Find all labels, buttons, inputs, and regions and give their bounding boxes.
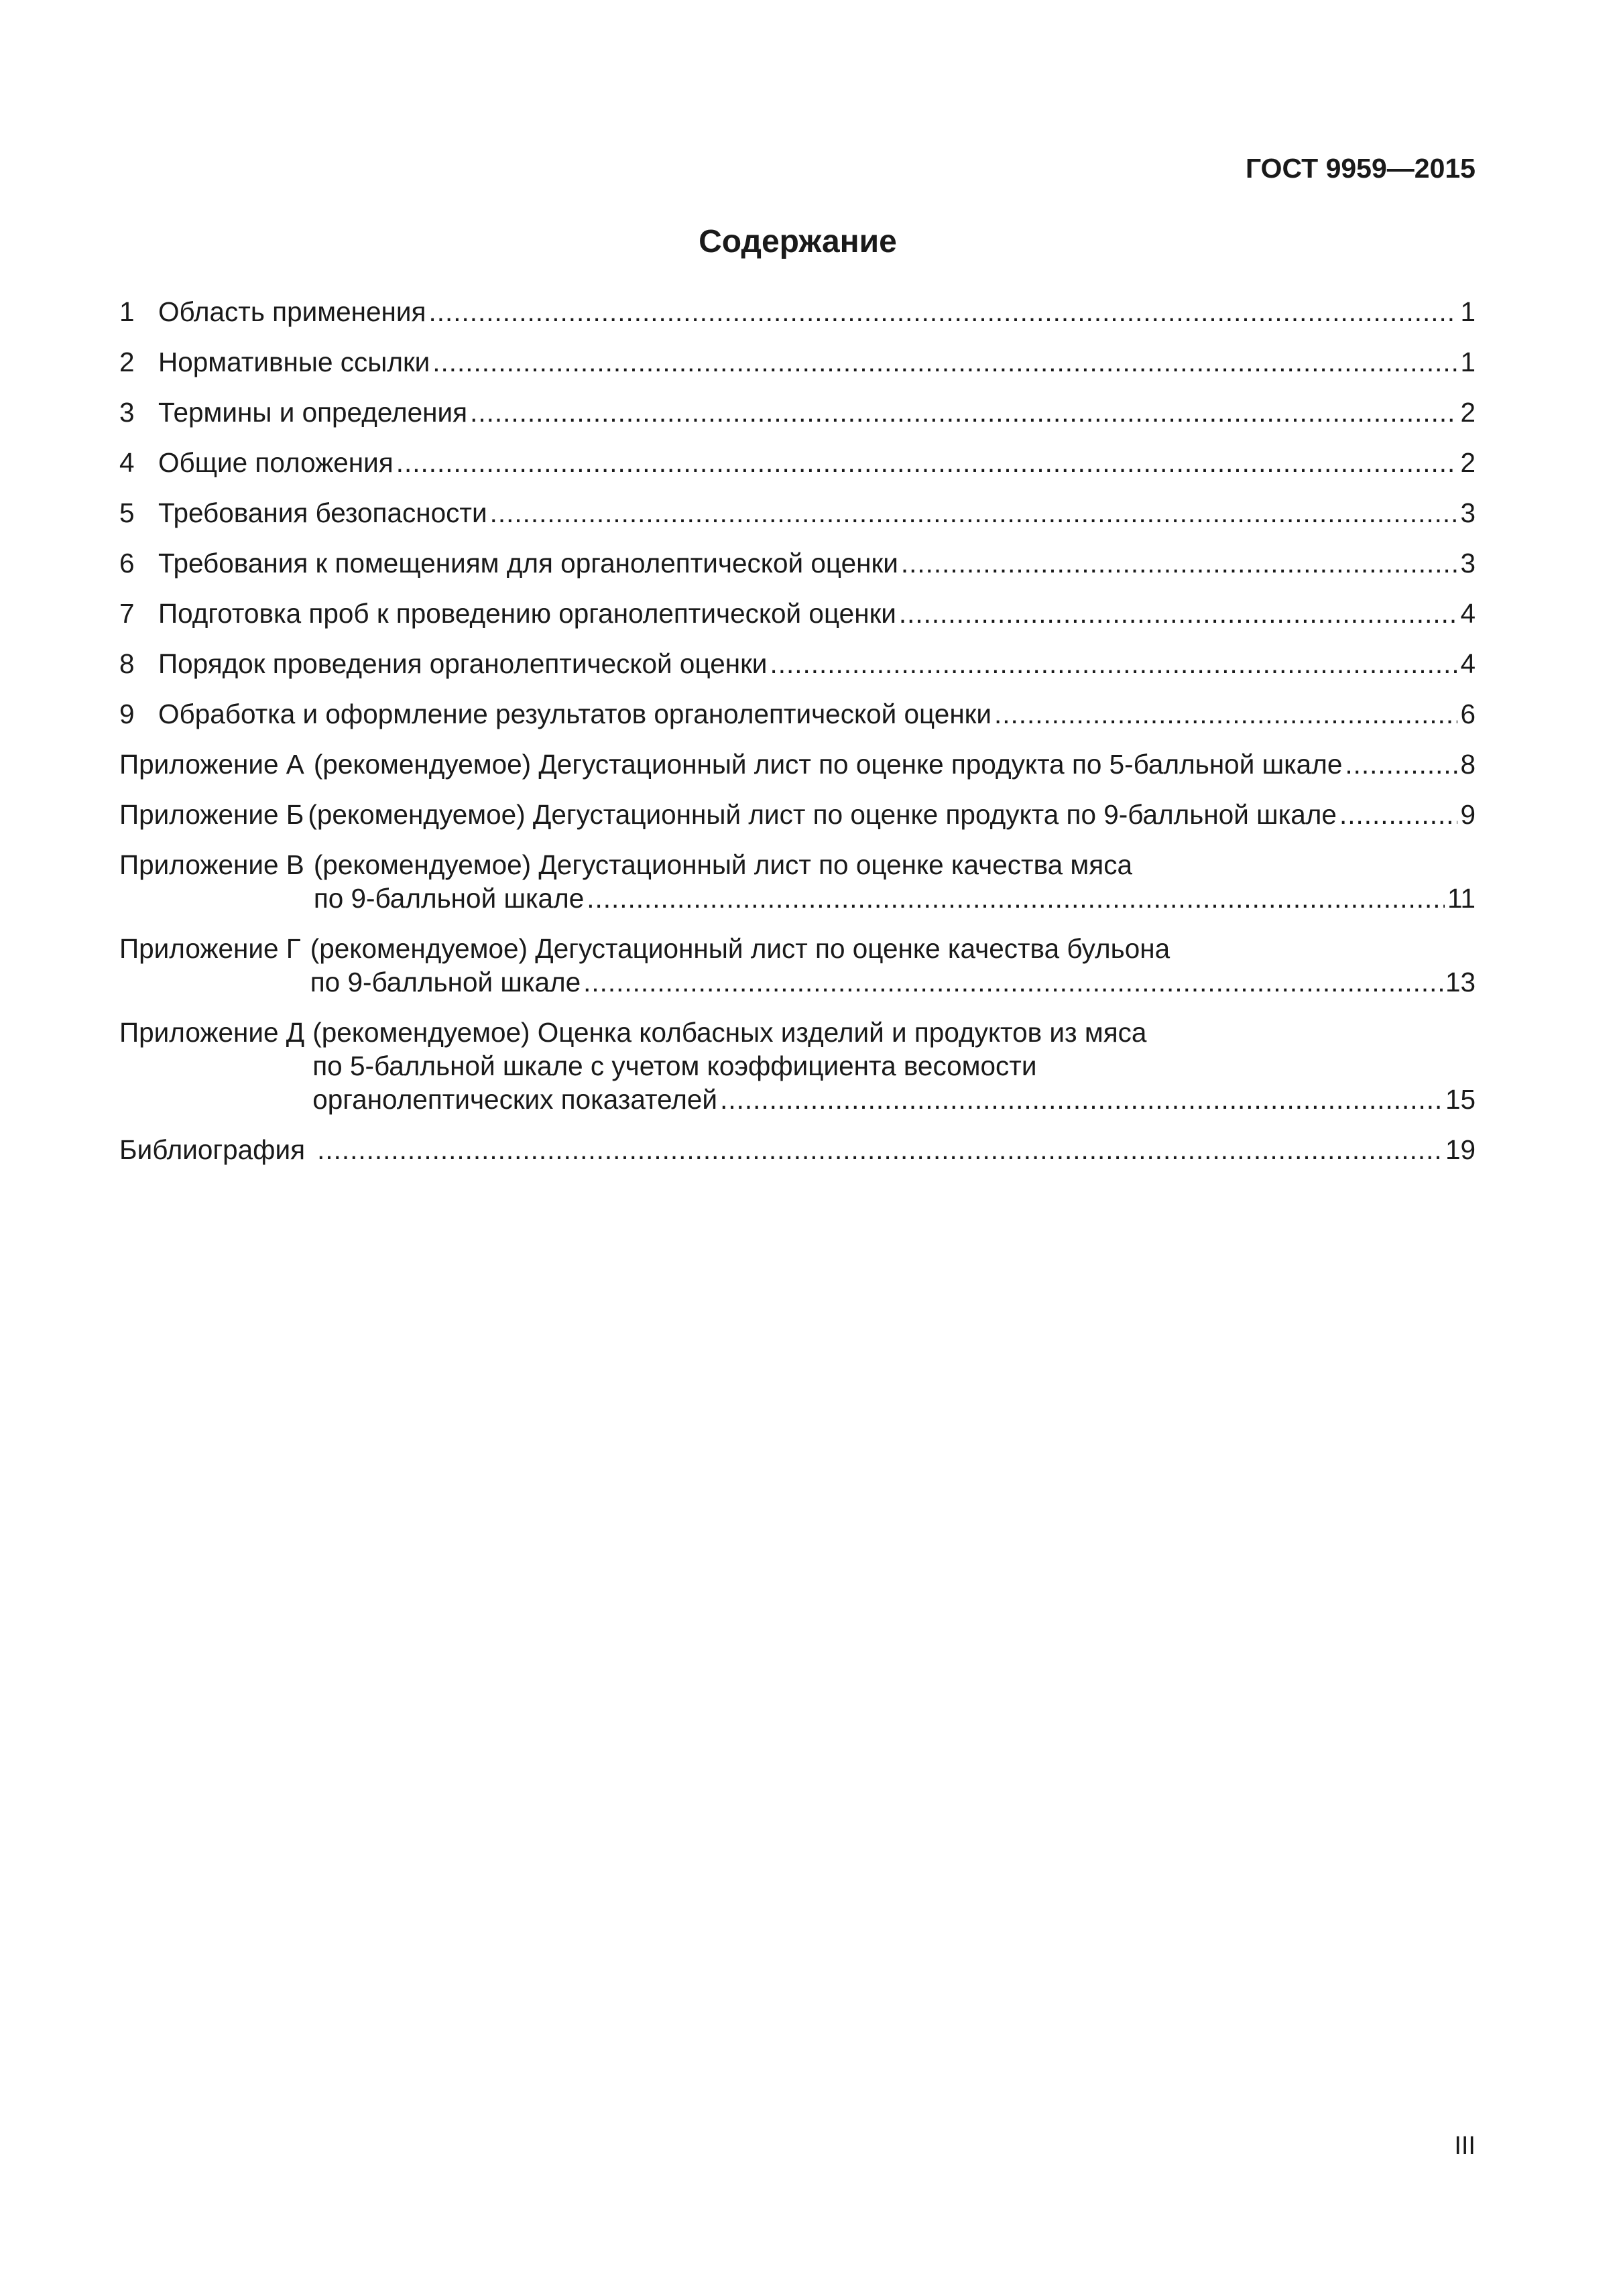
page-number: 1 bbox=[1460, 296, 1476, 327]
annex-title: (рекомендуемое) Дегустационный лист по оценке продукта по 5-балльной шкале bbox=[313, 749, 1343, 780]
section-number: 9 bbox=[119, 699, 135, 729]
section-number: 8 bbox=[119, 648, 135, 679]
bibliography-title: Библиография bbox=[119, 1134, 306, 1165]
leader-dots bbox=[432, 345, 1457, 379]
toc-entry-annex-a[interactable] bbox=[119, 747, 1476, 781]
annex-title-line: по 5-балльной шкале с учетом коэффициента весомости bbox=[312, 1050, 1037, 1081]
leader-dots bbox=[317, 1133, 1443, 1166]
toc-entry-annex-v[interactable] bbox=[119, 848, 1476, 915]
toc-entry-annex-d[interactable] bbox=[119, 1016, 1476, 1116]
leader-dots bbox=[901, 546, 1458, 580]
annex-label: Приложение В bbox=[119, 849, 304, 880]
page-number: 2 bbox=[1460, 397, 1476, 428]
page-number: 4 bbox=[1460, 598, 1476, 629]
page-number: 6 bbox=[1460, 699, 1476, 729]
annex-label: Приложение Г bbox=[119, 933, 301, 964]
page-number: 11 bbox=[1447, 883, 1476, 914]
toc-entry-section-9[interactable] bbox=[119, 697, 1476, 731]
toc-entry-annex-b[interactable] bbox=[119, 798, 1476, 831]
page-title: Содержание bbox=[699, 224, 897, 259]
section-title: Порядок проведения органолептической оценки bbox=[158, 648, 768, 679]
annex-title: (рекомендуемое) Дегустационный лист по оценке продукта по 9-балльной шкале bbox=[308, 799, 1337, 830]
annex-title-line: органолептических показателей bbox=[312, 1084, 718, 1115]
section-title: Нормативные ссылки bbox=[158, 347, 430, 377]
section-title: Подготовка проб к проведению органолептической оценки bbox=[158, 598, 896, 629]
leader-dots bbox=[720, 1083, 1443, 1116]
toc-entry-section-1[interactable] bbox=[119, 295, 1476, 328]
leader-dots bbox=[490, 496, 1458, 530]
section-number: 6 bbox=[119, 548, 135, 579]
toc-entry-bibliography[interactable] bbox=[119, 1133, 1476, 1166]
leader-dots bbox=[1339, 798, 1458, 831]
section-number: 3 bbox=[119, 397, 135, 428]
annex-title-line: по 9-балльной шкале bbox=[313, 883, 585, 914]
leader-dots bbox=[994, 697, 1457, 731]
toc-entry-section-5[interactable] bbox=[119, 496, 1476, 530]
leader-dots bbox=[587, 882, 1445, 915]
annex-title-line: (рекомендуемое) Дегустационный лист по оценке качества бульона bbox=[310, 933, 1170, 964]
toc-entry-section-6[interactable] bbox=[119, 546, 1476, 580]
section-number: 1 bbox=[119, 296, 135, 327]
section-title: Требования к помещениям для органолептической оценки bbox=[158, 548, 898, 579]
section-title: Обработка и оформление результатов органолептической оценки bbox=[158, 699, 992, 729]
annex-label: Приложение Д bbox=[119, 1017, 305, 1048]
leader-dots bbox=[770, 647, 1457, 680]
annex-title-line: по 9-балльной шкале bbox=[310, 967, 581, 998]
toc-entry-section-4[interactable] bbox=[119, 446, 1476, 479]
annex-label: Приложение А bbox=[119, 749, 304, 780]
page-number: 15 bbox=[1445, 1084, 1476, 1115]
page-number: 13 bbox=[1445, 967, 1476, 998]
toc-entry-section-8[interactable] bbox=[119, 647, 1476, 680]
page-number: 8 bbox=[1460, 749, 1476, 780]
annex-title-line: (рекомендуемое) Дегустационный лист по оценке качества мяса bbox=[313, 849, 1132, 880]
section-title: Термины и определения bbox=[158, 397, 468, 428]
page-number: 9 bbox=[1460, 799, 1476, 830]
annex-label: Приложение Б bbox=[119, 799, 304, 830]
section-title: Общие положения bbox=[158, 447, 394, 478]
toc-entry-section-7[interactable] bbox=[119, 597, 1476, 630]
section-title: Требования безопасности bbox=[158, 497, 487, 528]
leader-dots bbox=[583, 965, 1443, 999]
section-number: 7 bbox=[119, 598, 135, 629]
page-number: 3 bbox=[1460, 497, 1476, 528]
section-number: 4 bbox=[119, 447, 135, 478]
leader-dots bbox=[899, 597, 1458, 630]
page-folio: III bbox=[1454, 2132, 1476, 2160]
leader-dots bbox=[470, 396, 1457, 429]
document-code: ГОСТ 9959—2015 bbox=[1245, 153, 1476, 184]
toc-entry-section-2[interactable] bbox=[119, 345, 1476, 379]
section-title: Область применения bbox=[158, 296, 426, 327]
leader-dots bbox=[1345, 747, 1457, 781]
leader-dots bbox=[396, 446, 1458, 479]
page-number: 4 bbox=[1460, 648, 1476, 679]
section-number: 5 bbox=[119, 497, 135, 528]
leader-dots bbox=[428, 295, 1457, 328]
section-number: 2 bbox=[119, 347, 135, 377]
annex-title-line: (рекомендуемое) Оценка колбасных изделий и продуктов из мяса bbox=[312, 1017, 1147, 1048]
toc-entry-annex-g[interactable] bbox=[119, 932, 1476, 999]
page-number: 2 bbox=[1460, 447, 1476, 478]
page-number: 19 bbox=[1445, 1134, 1476, 1165]
table-of-contents bbox=[119, 295, 1476, 1183]
page-number: 3 bbox=[1460, 548, 1476, 579]
page-number: 1 bbox=[1460, 347, 1476, 377]
toc-entry-section-3[interactable] bbox=[119, 396, 1476, 429]
